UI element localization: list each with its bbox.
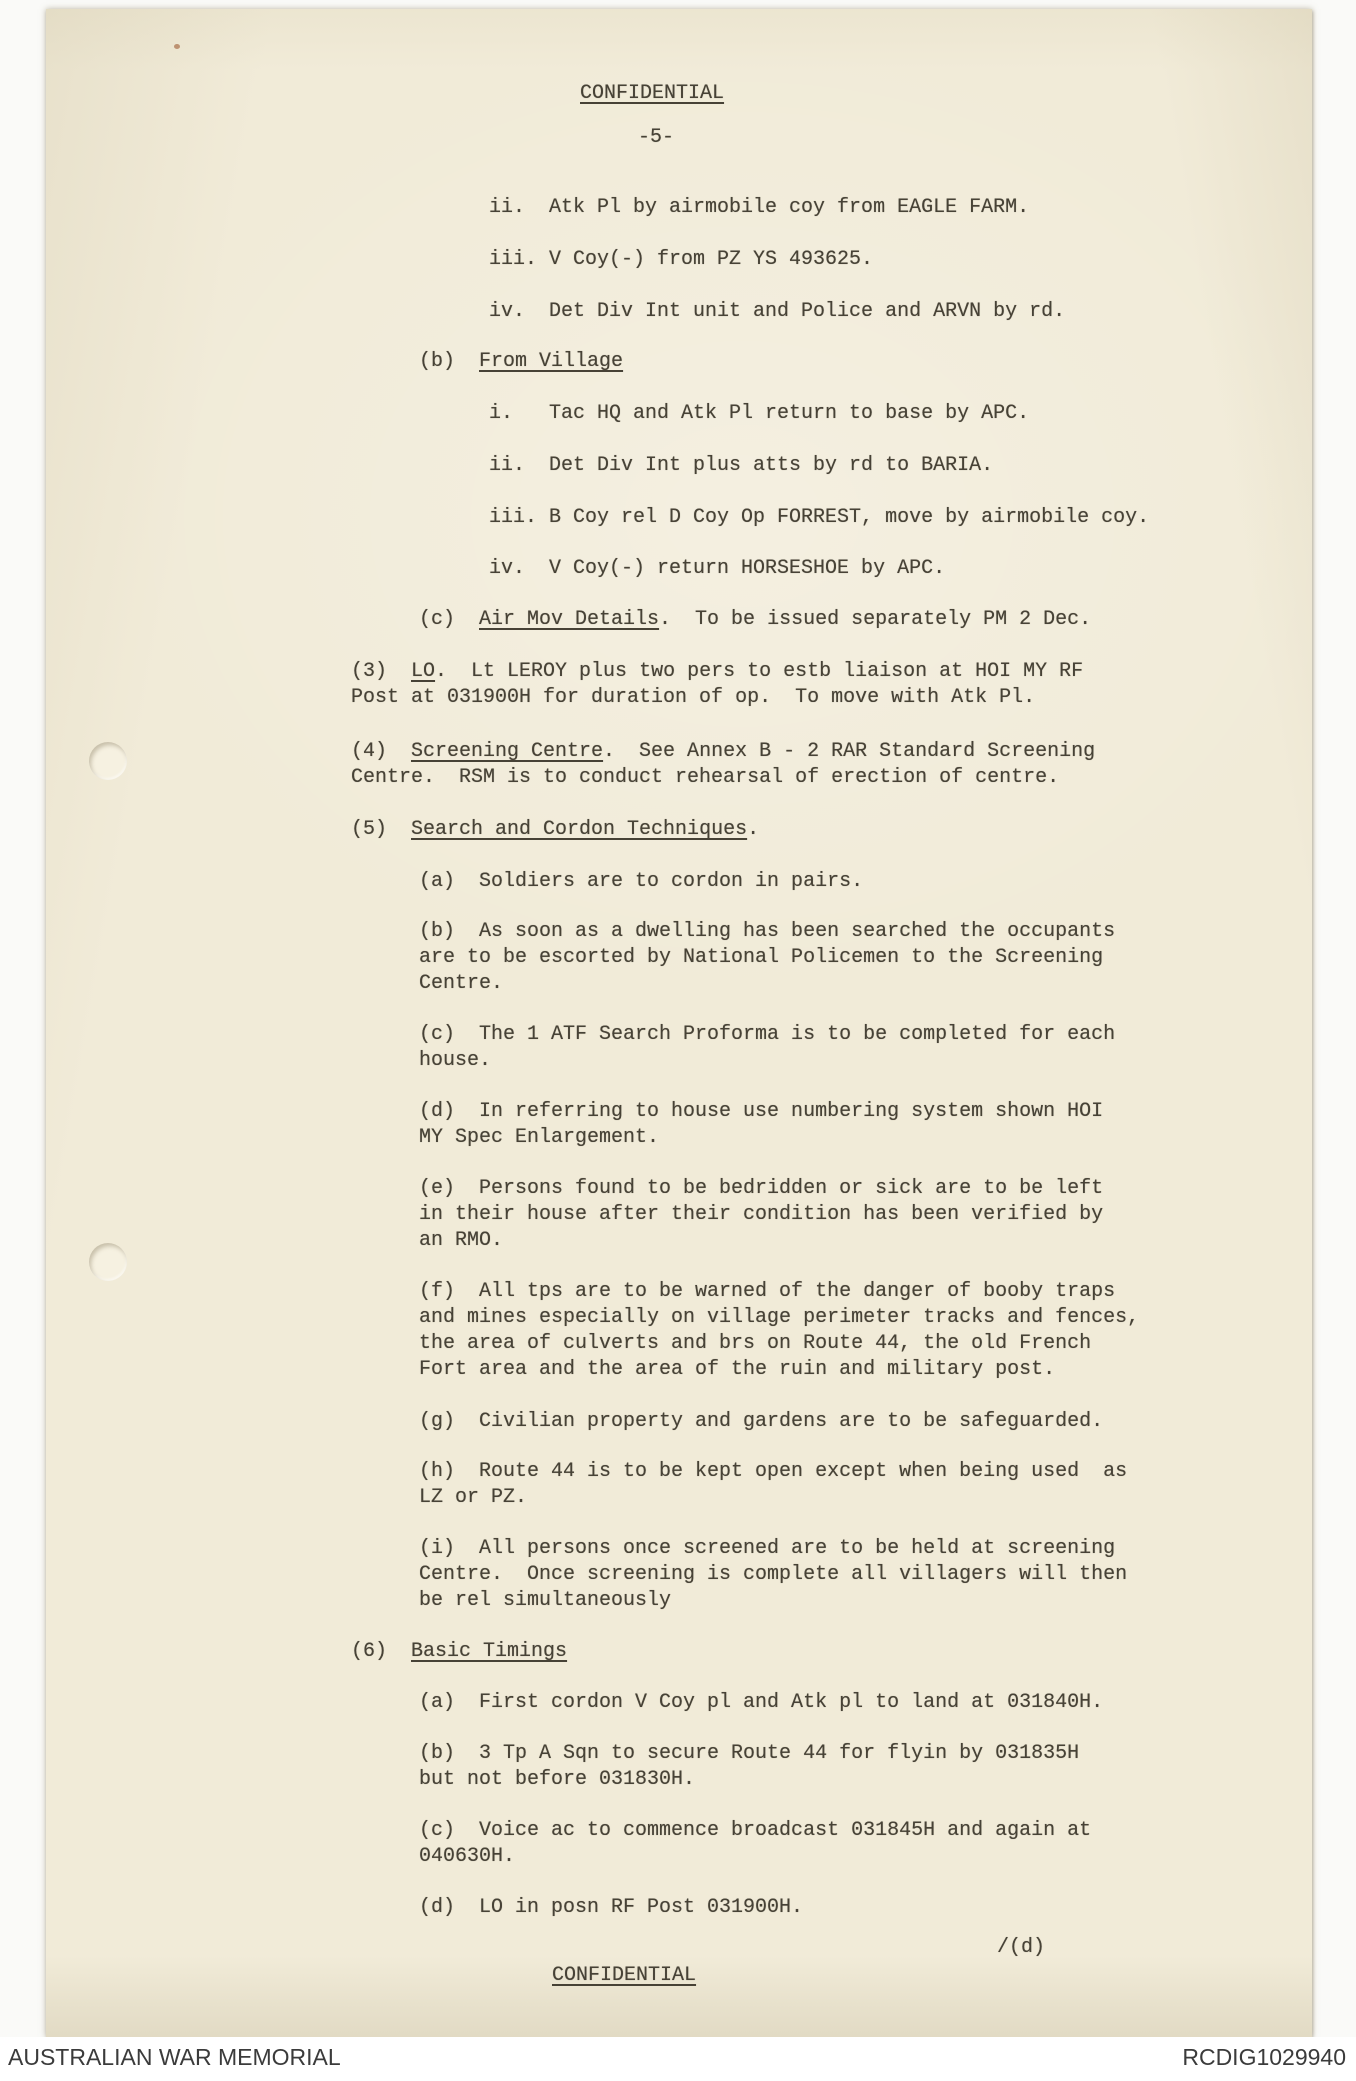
text: the area of culverts and brs on Route 44, the old French bbox=[419, 1332, 1092, 1355]
document-line bbox=[419, 1048, 1251, 1074]
document-line bbox=[419, 919, 1251, 945]
text: (e) Persons found to be bedridden or sick are to be left bbox=[419, 1177, 1104, 1200]
document-line bbox=[351, 1639, 1251, 1665]
document-line bbox=[351, 739, 1251, 765]
text: -5- bbox=[638, 126, 675, 149]
document-line bbox=[419, 1459, 1251, 1485]
text: (h) Route 44 is to be kept open except when being used as bbox=[419, 1460, 1128, 1483]
text: LZ or PZ. bbox=[419, 1486, 528, 1509]
text: iv. Det Div Int unit and Police and ARVN by rd. bbox=[489, 300, 1066, 323]
document-line bbox=[419, 1536, 1251, 1562]
document-line bbox=[419, 1818, 1251, 1844]
item-a-ii bbox=[489, 195, 1251, 221]
text: (c) Voice ac to commence broadcast 031845H and again at bbox=[419, 1819, 1092, 1842]
text: (4) bbox=[351, 740, 412, 763]
text: (d) LO in posn RF Post 031900H. bbox=[419, 1896, 804, 1919]
document-line bbox=[351, 765, 1251, 791]
text: (5) bbox=[351, 818, 412, 841]
text: (i) All persons once screened are to be held at screening bbox=[419, 1537, 1116, 1560]
underlined-text: Basic Timings bbox=[411, 1640, 568, 1663]
text: (f) All tps are to be warned of the danger of booby traps bbox=[419, 1280, 1116, 1303]
text: Centre. RSM is to conduct rehearsal of erection of centre. bbox=[351, 766, 1060, 789]
text: 040630H. bbox=[419, 1845, 516, 1868]
item-5h bbox=[419, 1459, 1251, 1511]
item-a-iv bbox=[489, 299, 1251, 325]
item-5-search-and-cordon bbox=[351, 817, 1251, 843]
document-body bbox=[351, 9, 1251, 1989]
underlined-text: LO bbox=[411, 660, 436, 683]
text: an RMO. bbox=[419, 1229, 504, 1252]
text: iv. V Coy(-) return HORSESHOE by APC. bbox=[489, 557, 946, 580]
document-line bbox=[419, 349, 1251, 375]
punch-hole-top bbox=[89, 742, 127, 780]
document-line bbox=[489, 556, 1251, 582]
text: (b) 3 Tp A Sqn to secure Route 44 for flyin by 031835H bbox=[419, 1742, 1080, 1765]
document-line bbox=[419, 1357, 1251, 1383]
item-5i bbox=[419, 1536, 1251, 1614]
document-line bbox=[997, 1935, 1251, 1961]
item-5c bbox=[419, 1022, 1251, 1074]
document-line bbox=[419, 1409, 1251, 1435]
archive-id: RCDIG1029940 bbox=[1182, 2043, 1346, 2070]
document-line bbox=[419, 1022, 1251, 1048]
document-line bbox=[419, 1305, 1251, 1331]
document-line bbox=[419, 1099, 1251, 1125]
document-line bbox=[489, 299, 1251, 325]
document-line bbox=[419, 1588, 1251, 1614]
document-line bbox=[638, 125, 1251, 151]
item-6c bbox=[419, 1818, 1251, 1870]
document-line bbox=[419, 1895, 1251, 1921]
item-3-lo bbox=[351, 659, 1251, 711]
document-line bbox=[419, 1485, 1251, 1511]
document-line bbox=[489, 453, 1251, 479]
text: (6) bbox=[351, 1640, 412, 1663]
item-c-air-mov bbox=[419, 607, 1251, 633]
document-line bbox=[419, 1228, 1251, 1254]
punch-hole-bottom bbox=[89, 1243, 127, 1281]
document-line bbox=[419, 607, 1251, 633]
document-line bbox=[351, 659, 1251, 685]
underlined-text: CONFIDENTIAL bbox=[580, 82, 725, 105]
text: . bbox=[747, 818, 760, 841]
document-line bbox=[580, 81, 1251, 107]
document-line bbox=[351, 817, 1251, 843]
text: . Lt LEROY plus two pers to estb liaison at HOI MY RF bbox=[435, 660, 1084, 683]
document-line bbox=[419, 869, 1251, 895]
document-line bbox=[351, 685, 1251, 711]
item-5b bbox=[419, 919, 1251, 997]
item-5f bbox=[419, 1279, 1251, 1383]
text: . See Annex B - 2 RAR Standard Screening bbox=[603, 740, 1096, 763]
text: (a) First cordon V Coy pl and Atk pl to land at 031840H. bbox=[419, 1691, 1104, 1714]
document-line bbox=[419, 1176, 1251, 1202]
item-6-basic-timings bbox=[351, 1639, 1251, 1665]
item-b-ii bbox=[489, 453, 1251, 479]
item-b-i bbox=[489, 401, 1251, 427]
document-line bbox=[419, 1844, 1251, 1870]
text: Fort area and the area of the ruin and military post. bbox=[419, 1358, 1056, 1381]
document-line bbox=[419, 1279, 1251, 1305]
text: are to be escorted by National Policemen to the Screening bbox=[419, 946, 1104, 969]
text: (c) The 1 ATF Search Proforma is to be completed for each bbox=[419, 1023, 1116, 1046]
document-line bbox=[419, 1767, 1251, 1793]
text: iii. B Coy rel D Coy Op FORREST, move by airmobile coy. bbox=[489, 506, 1150, 529]
archive-footer bbox=[0, 2037, 1356, 2081]
item-b-iv bbox=[489, 556, 1251, 582]
text: (d) In referring to house use numbering system shown HOI bbox=[419, 1100, 1104, 1123]
item-6d bbox=[419, 1895, 1251, 1921]
text: Post at 031900H for duration of op. To move with Atk Pl. bbox=[351, 686, 1036, 709]
document-line bbox=[419, 1331, 1251, 1357]
text: ii. Det Div Int plus atts by rd to BARIA. bbox=[489, 454, 994, 477]
document-line bbox=[419, 1690, 1251, 1716]
paper-speck bbox=[174, 44, 180, 49]
text: Centre. bbox=[419, 972, 504, 995]
item-5d bbox=[419, 1099, 1251, 1151]
classification-header bbox=[580, 81, 1251, 107]
classification-footer bbox=[552, 1963, 1251, 1989]
text: (3) bbox=[351, 660, 412, 683]
document-line bbox=[419, 1741, 1251, 1767]
text: . To be issued separately PM 2 Dec. bbox=[659, 608, 1092, 631]
text: (b) bbox=[419, 350, 480, 373]
document-line bbox=[489, 247, 1251, 273]
item-6b bbox=[419, 1741, 1251, 1793]
text: (a) Soldiers are to cordon in pairs. bbox=[419, 870, 864, 893]
text: Centre. Once screening is complete all villagers will then bbox=[419, 1563, 1128, 1586]
document-line bbox=[419, 1202, 1251, 1228]
archive-name: AUSTRALIAN WAR MEMORIAL bbox=[8, 2043, 341, 2070]
item-5a bbox=[419, 869, 1251, 895]
text: house. bbox=[419, 1049, 492, 1072]
item-a-iii bbox=[489, 247, 1251, 273]
item-6a bbox=[419, 1690, 1251, 1716]
document-line bbox=[489, 401, 1251, 427]
text: (b) As soon as a dwelling has been searched the occupants bbox=[419, 920, 1116, 943]
document-line bbox=[489, 195, 1251, 221]
item-b-iii bbox=[489, 505, 1251, 531]
document-line bbox=[419, 1125, 1251, 1151]
continuation-marker bbox=[997, 1935, 1251, 1961]
text: (g) Civilian property and gardens are to be safeguarded. bbox=[419, 1410, 1104, 1433]
document-line bbox=[419, 971, 1251, 997]
item-5g bbox=[419, 1409, 1251, 1435]
document-line bbox=[419, 1562, 1251, 1588]
text: but not before 031830H. bbox=[419, 1768, 696, 1791]
document-paper bbox=[46, 9, 1312, 2037]
underlined-text: Air Mov Details bbox=[479, 608, 660, 631]
text: i. Tac HQ and Atk Pl return to base by APC. bbox=[489, 402, 1030, 425]
text: (c) bbox=[419, 608, 480, 631]
underlined-text: Search and Cordon Techniques bbox=[411, 818, 748, 841]
text: be rel simultaneously bbox=[419, 1589, 672, 1612]
text: and mines especially on village perimeter tracks and fences, bbox=[419, 1306, 1140, 1329]
page-number bbox=[638, 125, 1251, 151]
underlined-text: CONFIDENTIAL bbox=[552, 1964, 697, 1987]
item-5e bbox=[419, 1176, 1251, 1254]
text: in their house after their condition has been verified by bbox=[419, 1203, 1104, 1226]
text: MY Spec Enlargement. bbox=[419, 1126, 660, 1149]
text: iii. V Coy(-) from PZ YS 493625. bbox=[489, 248, 874, 271]
heading-from-village bbox=[419, 349, 1251, 375]
item-4-screening-centre bbox=[351, 739, 1251, 791]
document-line bbox=[489, 505, 1251, 531]
document-line bbox=[552, 1963, 1251, 1989]
underlined-text: Screening Centre bbox=[411, 740, 604, 763]
underlined-text: From Village bbox=[479, 350, 624, 373]
document-line bbox=[419, 945, 1251, 971]
text: ii. Atk Pl by airmobile coy from EAGLE FARM. bbox=[489, 196, 1030, 219]
text: /(d) bbox=[997, 1936, 1046, 1959]
